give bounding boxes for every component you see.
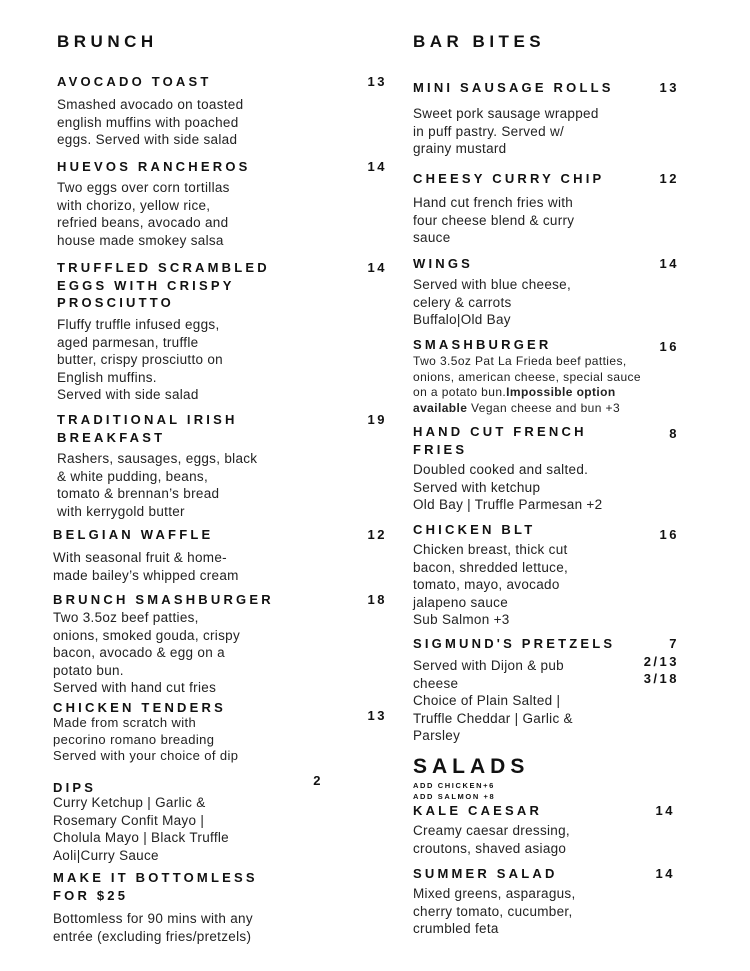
item-price: 13 [367,74,387,89]
item-description-tail: Vegan cheese and bun +3 [467,400,621,415]
item-price: 7 2/13 3/18 [643,636,679,686]
section-title-salads: SALADS [413,755,530,778]
item-description: Mixed greens, asparagus, cherry tomato, cucumber, crumbled feta [413,886,576,936]
item-description-highlight: Impossible option available [413,385,616,415]
item-price: 13 [659,80,679,95]
item-price: 12 [659,171,679,186]
item-name: CHICKEN BLT [413,522,536,537]
item-price: 16 [659,527,679,542]
item-price: 14 [367,159,387,174]
item-price: 2 [313,773,323,788]
item-price: 14 [367,260,387,275]
salads-add-ons-note: ADD CHICKEN+6 ADD SALMON +8 [413,781,496,801]
item-description: Two eggs over corn tortillas with chorizo, yellow rice, refried beans, avocado and house made smokey salsa [57,180,230,248]
item-price: 18 [367,592,387,607]
item-name: MAKE IT BOTTOMLESS FOR $25 [53,870,258,903]
item-description: Smashed avocado on toasted english muffins with poached eggs. Served with side salad [57,97,244,147]
item-name: TRADITIONAL IRISH BREAKFAST [57,412,238,445]
item-description: Made from scratch with pecorino romano breading Served with your choice of dip [53,715,239,763]
item-name: DIPS [53,780,97,795]
item-name: SUMMER SALAD [413,866,558,881]
item-name: KALE CAESAR [413,803,543,818]
item-price: 12 [367,527,387,542]
item-name: BELGIAN WAFFLE [53,527,214,542]
item-price: 14 [655,866,675,881]
item-description: Chicken breast, thick cut bacon, shredded lettuce, tomato, mayo, avocado jalapeno sauce Sub Salmon +3 [413,542,569,627]
item-name: HUEVOS RANCHEROS [57,159,251,174]
item-description: With seasonal fruit & home- made bailey’s whipped cream [53,550,239,583]
item-price: 14 [659,256,679,271]
item-description-text: Two 3.5oz Pat La Frieda beef patties, onions, american cheese, special sauce on a potato bun. [413,354,641,399]
item-name: AVOCADO TOAST [57,74,212,89]
item-description: Hand cut french fries with four cheese blend & curry sauce [413,195,575,245]
item-price: 14 [655,803,675,818]
item-price: 19 [367,412,387,427]
item-name: TRUFFLED SCRAMBLED EGGS WITH CRISPY PROSCIUTTO [57,260,270,310]
item-name: SMASHBURGER [413,337,552,352]
item-price: 8 [669,426,679,441]
section-title-bar-bites: BAR BITES [413,32,546,51]
item-name: CHICKEN TENDERS [53,700,226,715]
item-description: Doubled cooked and salted. Served with ketchup Old Bay | Truffle Parmesan +2 [413,462,603,512]
item-description: Creamy caesar dressing, croutons, shaved asiago [413,823,570,856]
item-description: Two 3.5oz beef patties, onions, smoked gouda, crispy bacon, avocado & egg on a potato bun. Served with hand cut fries [53,610,240,695]
item-description: Served with Dijon & pub cheese Choice of Plain Salted | Truffle Cheddar | Garlic & Parsley [413,658,573,743]
item-name: MINI SAUSAGE ROLLS [413,80,614,95]
item-description [413,354,679,416]
item-price: 16 [659,339,679,354]
item-name: WINGS [413,256,474,271]
item-description: Curry Ketchup | Garlic & Rosemary Confit Mayo | Cholula Mayo | Black Truffle Aoli|Curry Sauce [53,795,229,863]
item-description: Sweet pork sausage wrapped in puff pastry. Served w/ grainy mustard [413,106,599,156]
item-description: Rashers, sausages, eggs, black & white pudding, beans, tomato & brennan’s bread with kerrygold butter [57,451,258,519]
item-description: Served with blue cheese, celery & carrots Buffalo|Old Bay [413,277,572,327]
item-description: Fluffy truffle infused eggs, aged parmesan, truffle butter, crispy prosciutto on English muffins. Served with side salad [57,317,223,402]
item-description: Bottomless for 90 mins with any entrée (excluding fries/pretzels) [53,911,253,944]
item-price: 13 [367,708,387,723]
item-name: HAND CUT FRENCH FRIES [413,424,587,457]
section-title-brunch: BRUNCH [57,32,158,51]
item-name: CHEESY CURRY CHIP [413,171,605,186]
item-name: BRUNCH SMASHBURGER [53,592,274,607]
item-name: SIGMUND'S PRETZELS [413,636,616,651]
